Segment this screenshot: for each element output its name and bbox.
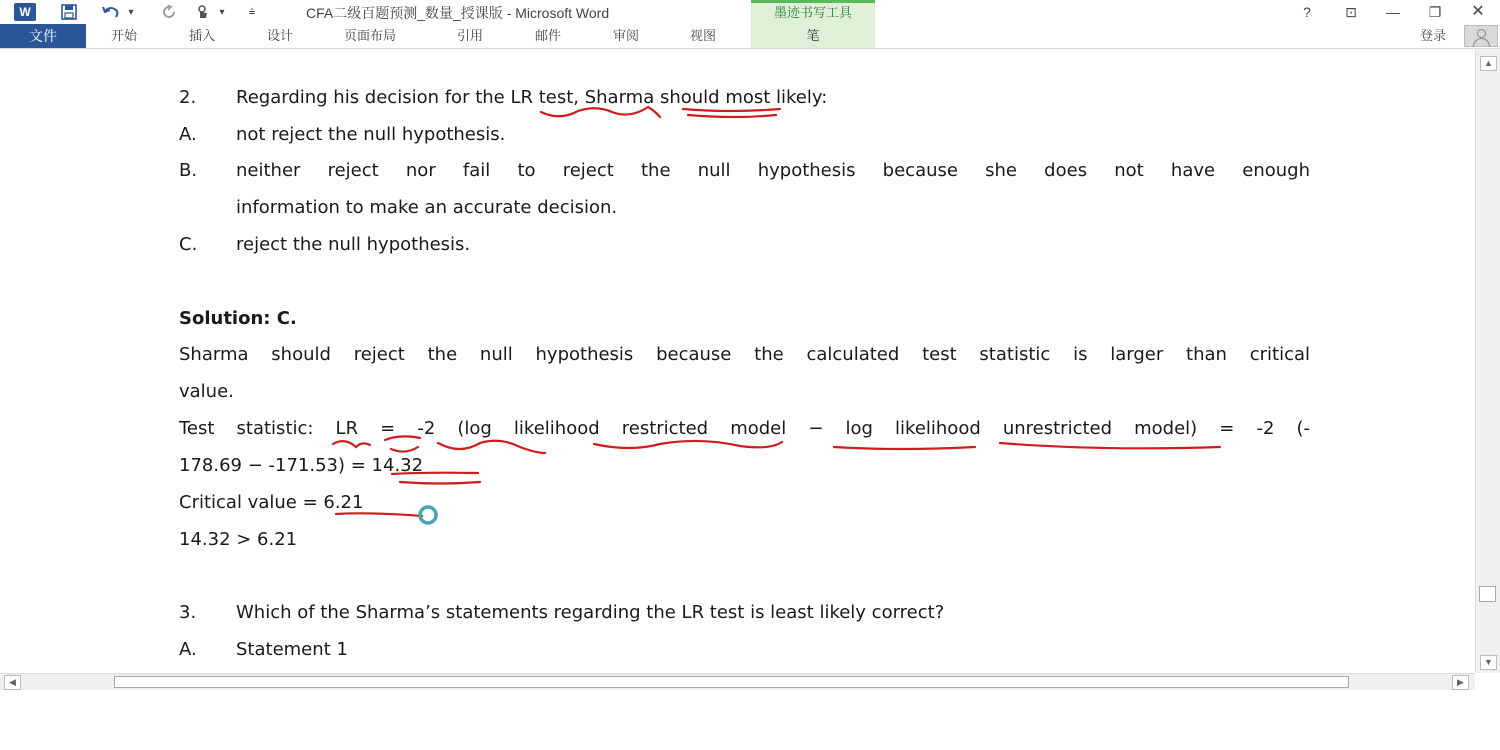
question-number: 2. [179, 87, 197, 108]
solution-explanation: Sharma should reject the null hypothesis because the calculated test statistic is larger than critical [179, 344, 1310, 365]
solution-heading: Solution: C. [179, 308, 297, 329]
scroll-left-button[interactable]: ◀ [4, 675, 21, 690]
tab-view[interactable]: 视图 [690, 28, 717, 43]
option-text: Statement 1 [236, 639, 348, 660]
scroll-up-button[interactable]: ▲ [1480, 56, 1497, 71]
option-text: neither reject nor fail to reject the null hypothesis because she does not have enough [236, 160, 1310, 181]
tab-pen[interactable]: 笔 [751, 24, 875, 48]
vertical-scroll-thumb[interactable] [1479, 586, 1496, 602]
sign-in-link[interactable]: 登录 [1420, 28, 1447, 43]
comparison: 14.32 > 6.21 [179, 529, 298, 550]
option-text-continued: information to make an accurate decision. [236, 197, 618, 218]
tab-design[interactable]: 设计 [267, 28, 294, 43]
window-title: CFA二级百题预测_数量_授课版 - Microsoft Word [306, 5, 610, 21]
tab-review[interactable]: 审阅 [613, 28, 640, 43]
test-statistic-line: Test statistic: LR = -2 (log likelihood restricted model − log likelihood unrestricted model) = -2 (- [179, 418, 1310, 439]
vertical-scrollbar[interactable] [1475, 49, 1500, 673]
question-number: 3. [179, 602, 197, 623]
close-button[interactable]: ✕ [1471, 3, 1485, 20]
word-logo-icon: W [14, 3, 36, 21]
horizontal-scroll-thumb[interactable] [114, 676, 1349, 688]
ribbon-display-options-icon[interactable]: ⊡ [1345, 4, 1357, 20]
critical-value: Critical value = 6.21 [179, 492, 364, 513]
restore-button[interactable]: ❐ [1428, 4, 1442, 20]
option-letter: A. [179, 124, 197, 145]
title-bar [0, 0, 1500, 25]
option-text: not reject the null hypothesis. [236, 124, 506, 145]
test-statistic-result: 178.69 − -171.53) = 14.32 [179, 455, 424, 476]
tab-home[interactable]: 开始 [111, 28, 138, 43]
tab-mailings[interactable]: 邮件 [535, 28, 562, 43]
solution-explanation-continued: value. [179, 381, 234, 402]
tab-references[interactable]: 引用 [457, 28, 484, 43]
undo-dropdown-icon[interactable]: ▾ [128, 6, 134, 18]
undo-icon[interactable] [100, 2, 122, 22]
redo-icon[interactable] [158, 2, 180, 22]
option-letter: B. [179, 160, 198, 181]
tab-page-layout[interactable]: 页面布局 [344, 28, 397, 43]
question-stem: Which of the Sharma’s statements regarding the LR test is least likely correct? [236, 602, 945, 623]
tab-insert[interactable]: 插入 [189, 28, 216, 43]
option-letter: C. [179, 234, 198, 255]
help-button[interactable]: ? [1303, 4, 1311, 20]
minimize-button[interactable]: — [1386, 4, 1400, 20]
option-letter: A. [179, 639, 197, 660]
option-text: reject the null hypothesis. [236, 234, 471, 255]
tab-file[interactable]: 文件 [0, 24, 86, 48]
document-area[interactable] [0, 49, 1475, 673]
customize-quick-access-icon[interactable]: ⩮ [248, 5, 256, 18]
document-page[interactable] [9, 49, 1475, 673]
scroll-down-button[interactable]: ▼ [1480, 655, 1497, 670]
horizontal-scrollbar[interactable] [0, 673, 1475, 690]
question-stem: Regarding his decision for the LR test, Sharma should most likely: [236, 87, 828, 108]
touch-dropdown-icon[interactable]: ▾ [219, 6, 225, 18]
avatar[interactable] [1464, 25, 1498, 47]
blank-area [0, 690, 1500, 750]
ribbon-tab-bar [0, 24, 1500, 49]
ink-tools-group-label: 墨迹书写工具 [751, 0, 875, 24]
save-icon[interactable] [58, 2, 80, 22]
touch-mode-icon[interactable] [192, 2, 214, 22]
scroll-right-button[interactable]: ▶ [1452, 675, 1469, 690]
